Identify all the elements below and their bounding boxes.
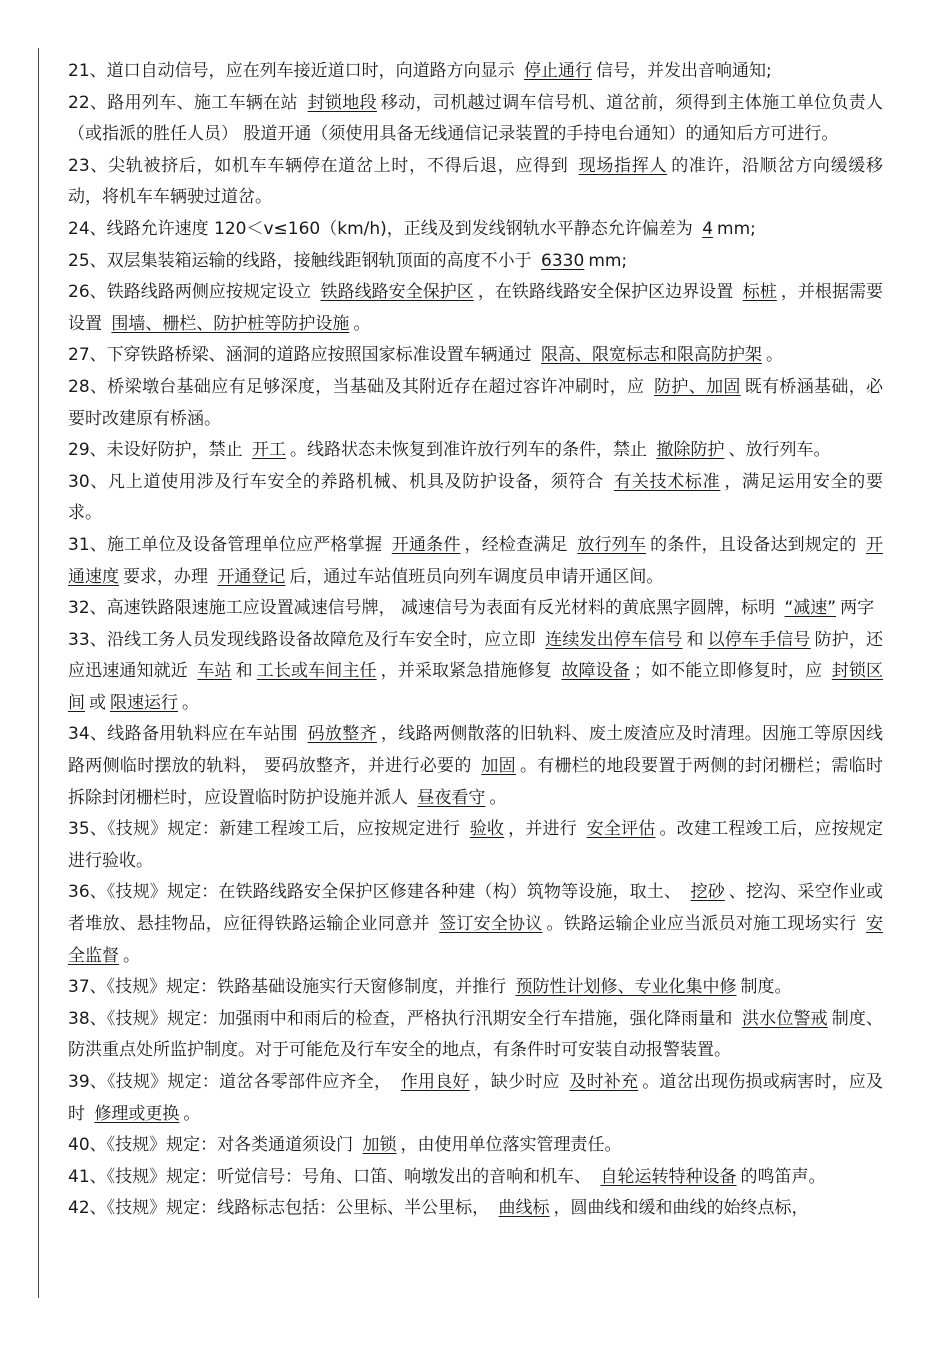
question-text: 制度。	[740, 977, 792, 998]
answer-blank: 码放整齐	[307, 724, 377, 745]
answer-blank: 自轮运转特种设备	[600, 1166, 737, 1187]
question-text: ，缺少时应	[473, 1072, 566, 1092]
question-text: 、凡上道使用涉及行车安全的养路机械、机具及防护设备，须符合	[89, 471, 611, 492]
question-22	[68, 88, 883, 151]
answer-blank: 封锁地段	[307, 92, 377, 113]
margin-line	[38, 48, 39, 1298]
question-number: 22	[68, 92, 90, 113]
question-text: 两字	[840, 598, 875, 619]
question-text: 。道岔出现伤损或病害时，应及时	[68, 1072, 884, 1124]
question-number: 42	[68, 1198, 90, 1219]
answer-blank: 挖砂	[690, 882, 725, 903]
question-25	[68, 246, 883, 278]
question-36	[68, 877, 883, 972]
question-35	[68, 814, 883, 877]
question-41	[68, 1162, 883, 1194]
answer-blank: 曲线标	[498, 1198, 550, 1219]
question-21	[68, 56, 883, 88]
question-number: 24	[68, 218, 90, 239]
question-34	[68, 719, 883, 814]
question-text: 和	[235, 661, 253, 682]
question-text: 。	[766, 345, 784, 366]
question-text: 、铁路线路两侧应按规定设立	[89, 282, 317, 303]
question-number: 34	[68, 724, 90, 745]
question-text: 、下穿铁路桥梁、涵洞的道路应按照国家标准设置车辆通过	[89, 345, 538, 366]
question-text: ，并进行	[508, 819, 583, 840]
question-text: 、桥梁墩台基础应有足够深度，当基础及其附近存在超过容许冲刷时，应	[89, 376, 651, 397]
question-text: 移动，司机越过调车信号机、道岔前，须得到主体施工单位负责人（或指派的胜任人员） 股道开通（须使用具备无线通信记录装置的手持电台通知）的通知后方可进行。	[68, 92, 884, 145]
answer-blank: 以停车手信号	[707, 629, 811, 650]
question-number: 39	[68, 1072, 90, 1092]
answer-blank: 工长或车间主任	[256, 661, 377, 682]
question-number: 23	[68, 155, 90, 176]
question-30	[68, 467, 883, 530]
question-text: 。	[183, 1103, 201, 1124]
question-42	[68, 1193, 883, 1225]
question-text: ，圆曲线和缓和曲线的始终点标，	[553, 1198, 809, 1219]
question-text: ，在铁路线路安全保护区边界设置	[477, 282, 739, 303]
question-number: 30	[68, 471, 90, 492]
question-32	[68, 593, 883, 625]
question-text: 、线路备用轨料应在车站围	[89, 724, 304, 745]
answer-blank: 撤除防护	[656, 440, 725, 461]
question-number: 26	[68, 282, 90, 303]
question-text: ，经检查满足	[464, 534, 574, 555]
question-33	[68, 625, 883, 720]
answer-blank: 洪水位警戒	[742, 1008, 828, 1029]
answer-blank: 验收	[469, 819, 505, 840]
question-text: 、《技规》规定：在铁路线路安全保护区修建各种建（构）筑物等设施，取土、	[89, 882, 687, 903]
answer-blank: 修理或更换	[94, 1103, 180, 1124]
answer-blank: 昼夜看守	[417, 787, 486, 808]
question-text: 防护，还应迅速通知就近	[68, 629, 884, 682]
question-text: 、沿线工务人员发现线路设备故障危及行车安全时，应立即	[89, 629, 542, 650]
question-text: 、放行列车。	[728, 440, 831, 461]
answer-blank: 开通登记	[217, 566, 286, 587]
question-text: 后，通过车站值班员向列车调度员申请开通区间。	[289, 566, 664, 587]
answer-blank: 安全监督	[68, 914, 884, 966]
answer-blank: 开工	[252, 440, 287, 461]
answer-blank: 6330	[541, 250, 585, 271]
question-text: 。线路状态未恢复到准许放行列车的条件，禁止	[290, 440, 653, 461]
answer-blank: 开通条件	[391, 534, 461, 555]
answer-blank: 安全评估	[586, 819, 656, 840]
answer-blank: 故障设备	[561, 661, 630, 682]
question-text: 、《技规》规定：听觉信号：号角、口笛、响墩发出的音响和机车、	[89, 1166, 597, 1187]
question-text: 、《技规》规定：铁路基础设施实行天窗修制度，并推行	[89, 977, 512, 998]
question-text: 制度、防洪重点处所监护制度。对于可能危及行车安全的地点，有条件时可安装自动报警装置。	[68, 1008, 884, 1061]
question-number: 37	[68, 977, 90, 998]
question-27	[68, 340, 883, 372]
question-24	[68, 214, 883, 246]
question-text: 的鸣笛声。	[740, 1166, 826, 1187]
answer-blank: 标桩	[742, 282, 777, 303]
question-number: 31	[68, 534, 90, 555]
question-number: 29	[68, 440, 90, 461]
answer-blank: 加固	[481, 756, 516, 777]
question-text: mm;	[717, 218, 756, 239]
question-text: 。	[182, 692, 199, 713]
question-text: ，并采取紧急措施修复	[380, 661, 558, 682]
question-text: 、高速铁路限速施工应设置减速信号牌， 减速信号为表面有反光材料的黄底黑字圆牌，标明	[89, 598, 781, 619]
answer-blank: 放行列车	[577, 534, 647, 555]
question-text: 、《技规》规定：道岔各零部件应齐全，	[89, 1072, 397, 1092]
question-text: mm;	[588, 250, 628, 271]
answer-blank: 有关技术标准	[614, 471, 721, 492]
question-text: 、施工单位及设备管理单位应严格掌握	[89, 534, 388, 555]
question-text: 、未设好防护，禁止	[89, 440, 249, 461]
question-text: 、《技规》规定：对各类通道须设门	[89, 1135, 359, 1156]
question-39	[68, 1067, 883, 1130]
answer-blank: “减速”	[784, 598, 837, 619]
question-text: 。	[123, 945, 140, 966]
question-text: 。有栅栏的地段要置于两侧的封闭栅栏；需临时拆除封闭栅栏时，应设置临时防护设施并派人	[68, 756, 884, 808]
answer-blank: 限速运行	[110, 692, 178, 713]
question-29	[68, 435, 883, 467]
question-text: 、路用列车、施工车辆在站	[89, 92, 304, 113]
question-text: 、线路允许速度 120＜v≤160（km/h)，正线及到发线钢轨水平静态允许偏差为	[89, 218, 699, 239]
question-23	[68, 151, 883, 214]
question-number: 33	[68, 629, 90, 650]
question-number: 27	[68, 345, 90, 366]
question-28	[68, 372, 883, 435]
question-text: 。改建工程竣工后，应按规定进行验收。	[68, 819, 884, 871]
answer-blank: 封锁区间	[68, 661, 884, 713]
question-37	[68, 972, 883, 1004]
question-number: 21	[68, 61, 90, 81]
answer-blank: 连续发出停车信号	[545, 629, 683, 650]
question-text: ，并根据需要设置	[68, 282, 884, 334]
question-number: 38	[68, 1008, 90, 1029]
answer-blank: 停止通行	[524, 61, 593, 81]
question-text: 、《技规》规定：新建工程竣工后，应按规定进行	[89, 819, 466, 840]
question-number: 41	[68, 1166, 90, 1187]
question-list	[68, 56, 883, 1225]
answer-blank: 围墙、栅栏、防护桩等防护设施	[111, 313, 350, 334]
answer-blank: 开通速度	[68, 534, 884, 587]
question-text: 。	[489, 787, 507, 808]
question-text: 、道口自动信号，应在列车接近道口时，向道路方向显示	[89, 61, 521, 81]
question-text: 既有桥涵基础，必要时改建原有桥涵。	[68, 376, 884, 429]
question-text: 、《技规》规定：线路标志包括：公里标、半公里标，	[89, 1198, 495, 1219]
question-text: 信号，并发出音响通知;	[596, 61, 772, 81]
question-text: ，线路两侧散落的旧轨料、废土废渣应及时清理。因施工等原因线路两侧临时摆放的轨料， 要码放整齐，并进行必要的	[68, 724, 884, 777]
question-text: 、双层集装箱运输的线路，接触线距钢轨顶面的高度不小于	[89, 250, 538, 271]
answer-blank: 现场指挥人	[578, 155, 668, 176]
answer-blank: 铁路线路安全保护区	[320, 282, 474, 303]
question-31	[68, 530, 883, 593]
answer-blank: 签订安全协议	[439, 914, 543, 935]
question-text: 、《技规》规定：加强雨中和雨后的检查，严格执行汛期安全行车措施，强化降雨量和	[89, 1008, 739, 1029]
question-number: 35	[68, 819, 90, 840]
question-38	[68, 1004, 883, 1067]
question-26	[68, 277, 883, 340]
question-text: 、尖轨被挤后，如机车车辆停在道岔上时，不得后退，应得到	[89, 155, 575, 176]
question-text: 的准许，沿顺岔方向缓缓移动，将机车车辆驶过道岔。	[68, 155, 884, 208]
question-text: 或	[89, 692, 106, 713]
question-40	[68, 1130, 883, 1162]
question-text: 。	[353, 313, 371, 334]
answer-blank: 防护、加固	[654, 376, 741, 397]
question-number: 25	[68, 250, 90, 271]
question-text: 和	[686, 629, 704, 650]
answer-blank: 4	[702, 218, 714, 239]
answer-blank: 及时补充	[569, 1072, 639, 1092]
question-number: 40	[68, 1135, 90, 1156]
answer-blank: 预防性计划修、专业化集中修	[515, 977, 737, 998]
question-text: ，由使用单位落实管理责任。	[400, 1135, 622, 1156]
question-text: ，满足运用安全的要求。	[68, 471, 884, 524]
answer-blank: 限高、限宽标志和限高防护架	[541, 345, 763, 366]
question-text: ；如不能立即修复时，应	[633, 661, 828, 682]
answer-blank: 作用良好	[400, 1072, 470, 1092]
question-number: 36	[68, 882, 90, 903]
answer-blank: 车站	[197, 661, 232, 682]
answer-blank: 加锁	[362, 1135, 397, 1156]
question-text: 要求，办理	[123, 566, 214, 587]
question-text: 、挖沟、采空作业或者堆放、悬挂物品，应征得铁路运输企业同意并	[68, 882, 884, 935]
question-text: 。铁路运输企业应当派员对施工现场实行	[546, 914, 863, 935]
question-number: 32	[68, 598, 90, 619]
question-text: 的条件，且设备达到规定的	[650, 534, 863, 555]
question-number: 28	[68, 376, 90, 397]
